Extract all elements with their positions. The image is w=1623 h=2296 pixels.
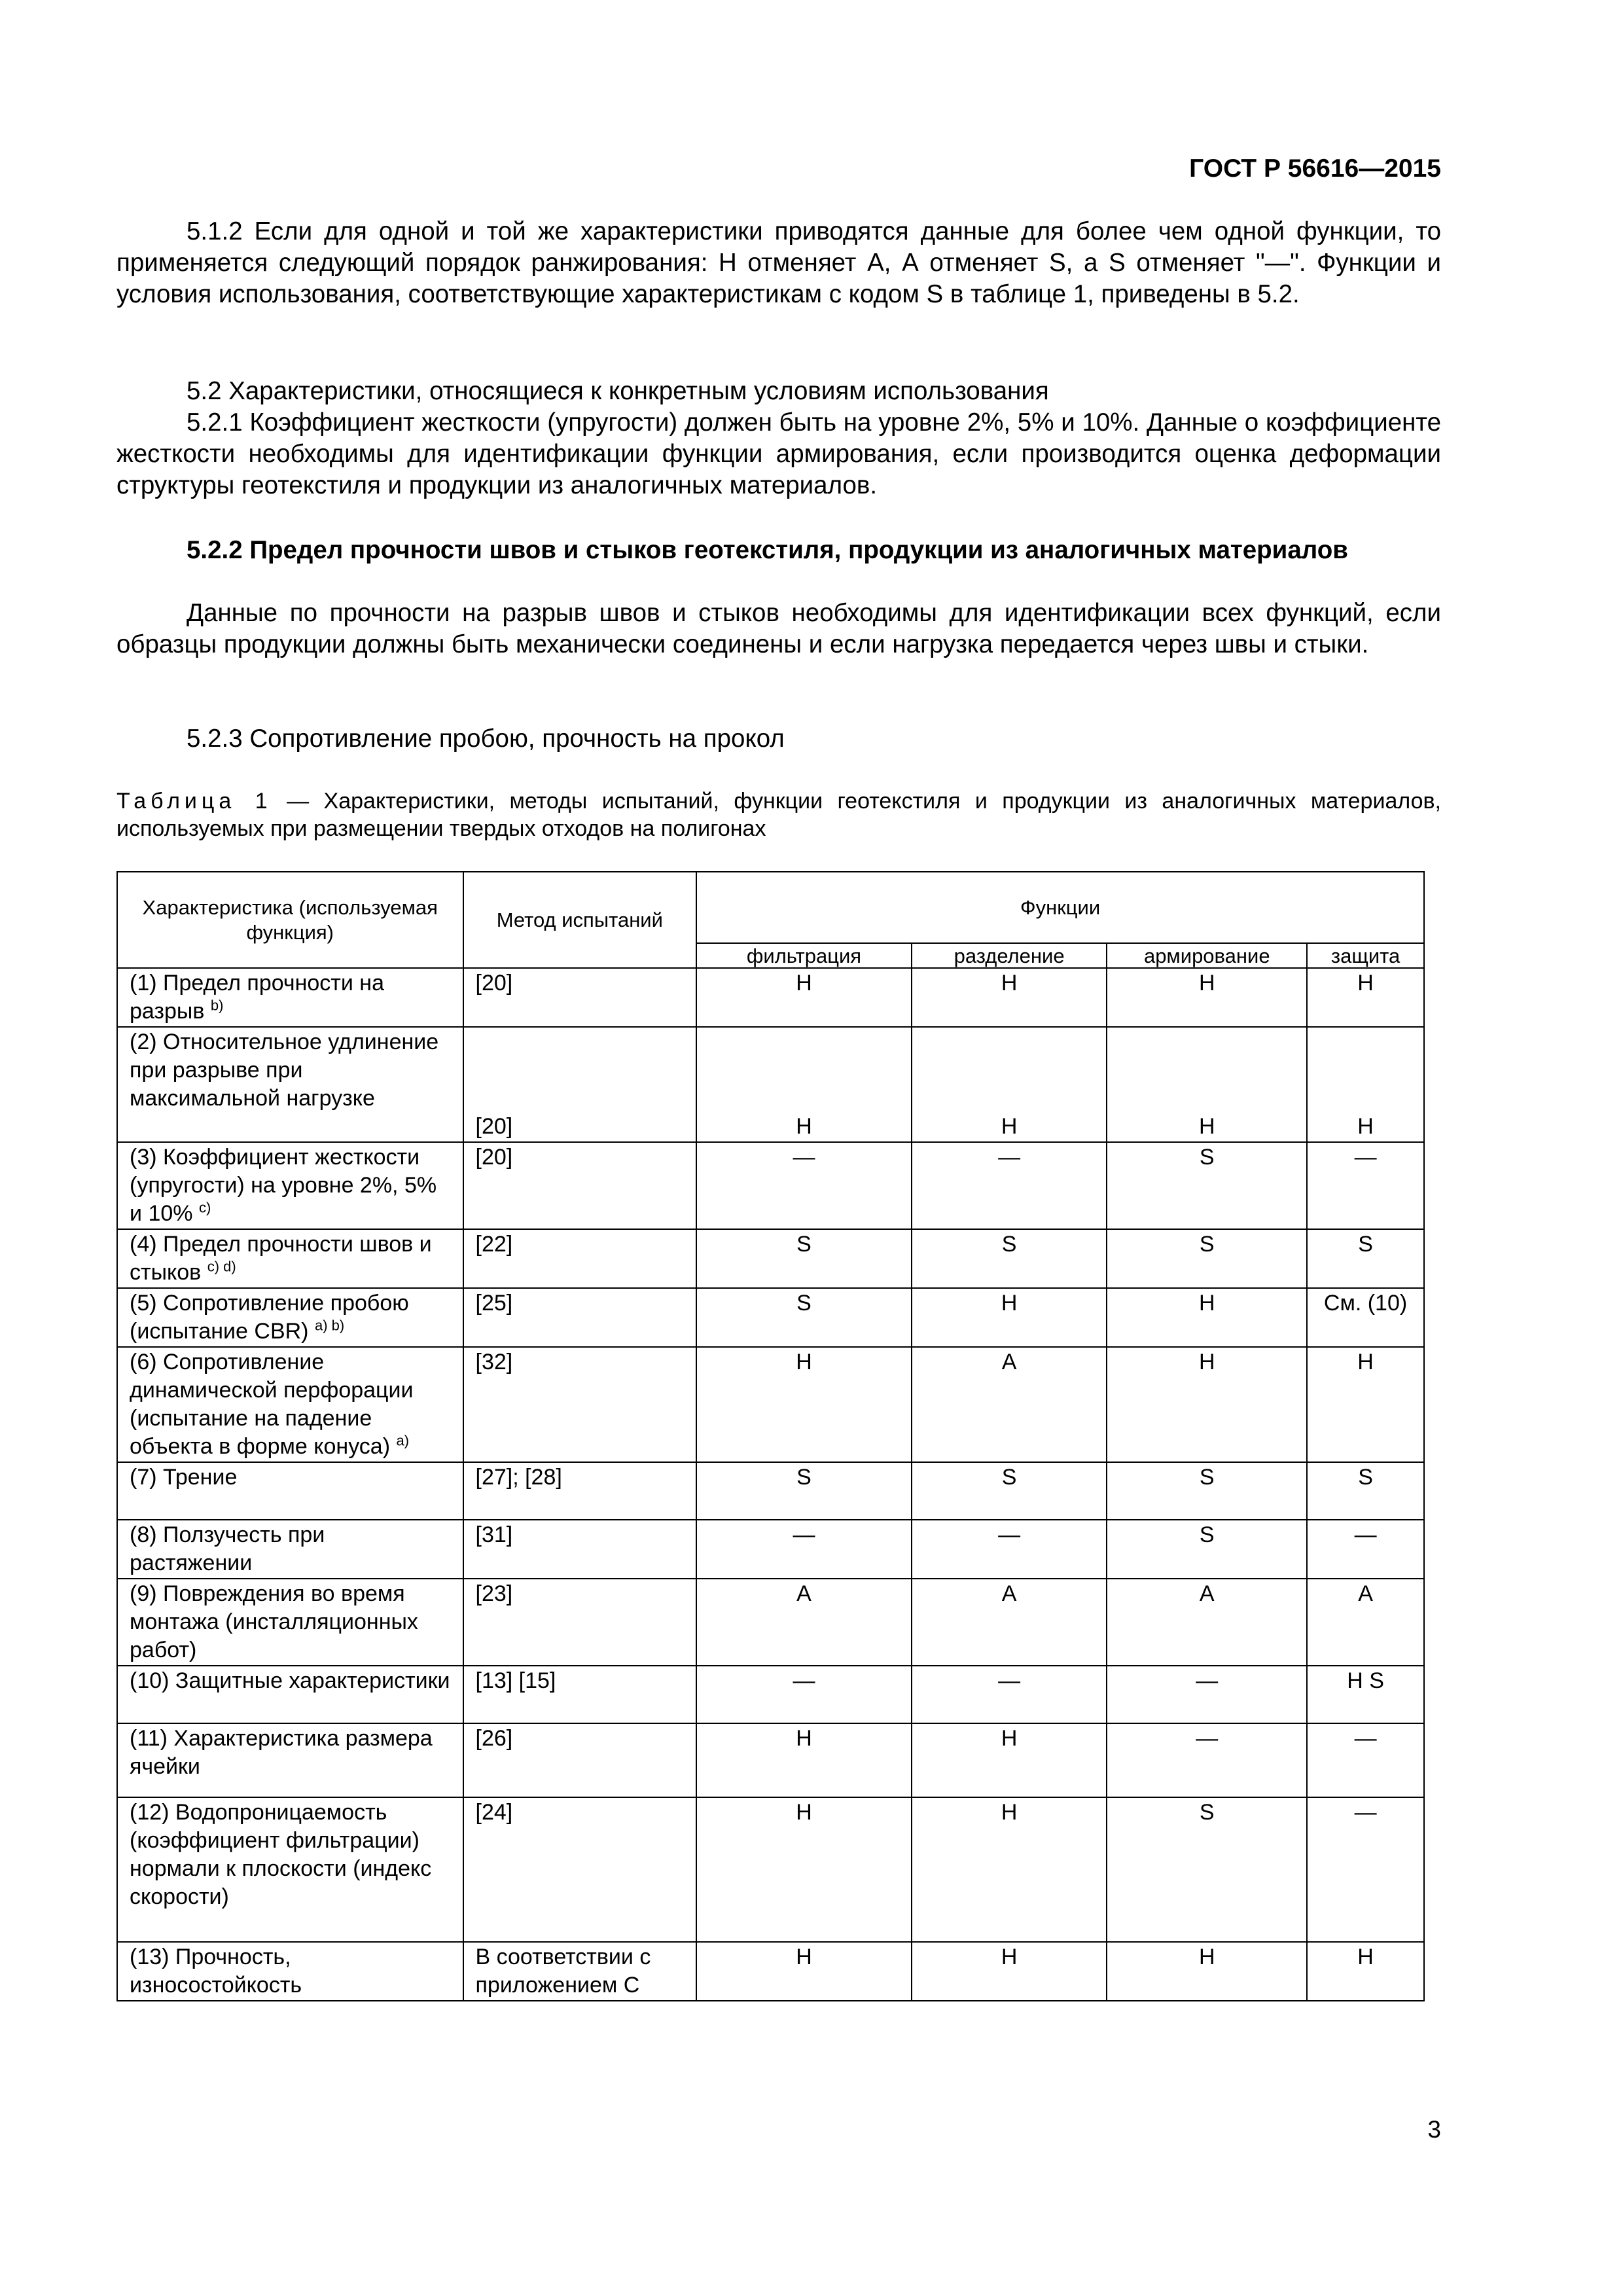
page-number: 3 [1427, 2116, 1441, 2143]
row-separation: — [912, 1142, 1107, 1229]
row-filtration: Н [696, 1723, 912, 1797]
table-row [117, 1229, 1424, 1288]
row-reinforcement: А [1107, 1579, 1307, 1666]
paragraph-5-1-2: 5.1.2 Если для одной и той же характеристики приводятся данные для более чем одной функции, то применяется следующий порядок ранжирования: Н отменяет А, А отменяет S, а S отменяет "—". Функции и условия использования, соответствующие характеристикам с кодом S в таблице 1, приведены в 5.2. [116, 217, 1441, 308]
row-reinforcement: S [1107, 1229, 1307, 1288]
row-protection: S [1307, 1229, 1424, 1288]
row-reinforcement: Н [1107, 1027, 1307, 1142]
row-method: В соответствии с приложением С [463, 1942, 697, 2001]
row-method: [27]; [28] [463, 1462, 697, 1520]
table-row [117, 1288, 1424, 1347]
row-filtration: — [696, 1142, 912, 1229]
row-method: [22] [463, 1229, 697, 1288]
header-separation: разделение [912, 943, 1107, 968]
row-protection: — [1307, 1797, 1424, 1942]
table-row [117, 1142, 1424, 1229]
row-filtration: Н [696, 968, 912, 1027]
header-reinforcement: армирование [1107, 943, 1307, 968]
row-reinforcement: — [1107, 1666, 1307, 1723]
row-characteristic: (5) Сопротивление пробою (испытание CBR) $^{a) b)}$ [117, 1288, 463, 1347]
row-separation: Н [912, 1288, 1107, 1347]
row-method: [20] [463, 1027, 697, 1142]
paragraph-5-2: 5.2 Характеристики, относящиеся к конкретным условиям использования [187, 377, 1049, 405]
table-body [117, 968, 1424, 2001]
footnote-ref: a) b) [314, 1317, 345, 1334]
row-method: [25] [463, 1288, 697, 1347]
row-protection: Н [1307, 1942, 1424, 2001]
row-method: [23] [463, 1579, 697, 1666]
row-reinforcement: Н [1107, 1288, 1307, 1347]
row-method: [13] [15] [463, 1666, 697, 1723]
row-separation: S [912, 1462, 1107, 1520]
footnote-ref: c) d) [207, 1258, 236, 1275]
table-row [117, 1347, 1424, 1462]
header-functions: Функции [696, 872, 1424, 943]
row-filtration: S [696, 1462, 912, 1520]
row-method: [20] [463, 1142, 697, 1229]
heading-5-2-2: 5.2.2 Предел прочности швов и стыков геотекстиля, продукции из аналогичных материалов [187, 536, 1348, 564]
row-protection: Н [1307, 1347, 1424, 1462]
row-protection: См. (10) [1307, 1288, 1424, 1347]
paragraph-5-2-2-body: Данные по прочности на разрыв швов и стыков необходимы для идентификации всех функций, если образцы продукции должны быть механически соединены и если нагрузка передается через швы и стыки. [116, 599, 1441, 658]
row-characteristic: (13) Прочность, износостойкость [117, 1942, 463, 2001]
table-row [117, 1797, 1424, 1942]
header-filtration: фильтрация [696, 943, 912, 968]
row-method: [24] [463, 1797, 697, 1942]
row-separation: — [912, 1520, 1107, 1579]
row-characteristic: (4) Предел прочности швов и стыков $^{c) d)}$ [117, 1229, 463, 1288]
table-row [117, 1942, 1424, 2001]
table-row [117, 1027, 1424, 1142]
row-reinforcement: Н [1107, 968, 1307, 1027]
row-reinforcement: Н [1107, 1942, 1307, 2001]
row-characteristic: (1) Предел прочности на разрыв $^{b)}$ [117, 968, 463, 1027]
paragraph-5-2-3: 5.2.3 Сопротивление пробою, прочность на прокол [187, 725, 785, 753]
row-separation: Н [912, 1797, 1107, 1942]
row-characteristic: (9) Повреждения во время монтажа (инсталляционных работ) [117, 1579, 463, 1666]
header-method: Метод испытаний [463, 872, 697, 968]
table-row [117, 1579, 1424, 1666]
header-characteristic: Характеристика (используемая функция) [117, 872, 463, 968]
row-separation: А [912, 1579, 1107, 1666]
row-protection: Н S [1307, 1666, 1424, 1723]
row-separation: А [912, 1347, 1107, 1462]
row-characteristic: (6) Сопротивление динамической перфорации (испытание на падение объекта в форме конуса) $^{a)}$ [117, 1347, 463, 1462]
row-filtration: Н [696, 1942, 912, 2001]
row-separation: S [912, 1229, 1107, 1288]
row-protection: Н [1307, 968, 1424, 1027]
row-method: [26] [463, 1723, 697, 1797]
document-header: ГОСТ Р 56616—2015 [1189, 154, 1441, 183]
row-characteristic: (12) Водопроницаемость (коэффициент фильтрации) нормали к плоскости (индекс скорости) [117, 1797, 463, 1942]
row-characteristic: (10) Защитные характеристики [117, 1666, 463, 1723]
row-reinforcement: Н [1107, 1347, 1307, 1462]
row-characteristic: (7) Трение [117, 1462, 463, 1520]
row-protection: S [1307, 1462, 1424, 1520]
row-protection: — [1307, 1520, 1424, 1579]
footnote-ref: b) [210, 997, 224, 1014]
footnote-ref: c) [198, 1199, 211, 1216]
row-reinforcement: S [1107, 1142, 1307, 1229]
table-row [117, 968, 1424, 1027]
row-filtration: Н [696, 1797, 912, 1942]
row-filtration: — [696, 1520, 912, 1579]
row-characteristic: (11) Характеристика размера ячейки [117, 1723, 463, 1797]
row-protection: А [1307, 1579, 1424, 1666]
table-row [117, 1462, 1424, 1520]
table-row [117, 1666, 1424, 1723]
row-protection: — [1307, 1142, 1424, 1229]
table-row [117, 1723, 1424, 1797]
row-filtration: Н [696, 1347, 912, 1462]
table-row [117, 1520, 1424, 1579]
row-characteristic: (3) Коэффициент жесткости (упругости) на уровне 2%, 5% и 10% $^{c)}$ [117, 1142, 463, 1229]
header-protection: защита [1307, 943, 1424, 968]
row-characteristic: (8) Ползучесть при растяжении [117, 1520, 463, 1579]
row-reinforcement: S [1107, 1462, 1307, 1520]
row-filtration: Н [696, 1027, 912, 1142]
row-characteristic: (2) Относительное удлинение при разрыве при максимальной нагрузке [117, 1027, 463, 1142]
characteristics-table [116, 871, 1425, 2001]
paragraph-5-2-1: 5.2.1 Коэффициент жесткости (упругости) должен быть на уровне 2%, 5% и 10%. Данные о коэффициенте жесткости необходимы для идентификации функции армирования, если производится оценка деформации структуры геотекстиля и продукции из аналогичных материалов. [116, 408, 1441, 499]
row-method: [20] [463, 968, 697, 1027]
row-method: [31] [463, 1520, 697, 1579]
row-protection: Н [1307, 1027, 1424, 1142]
row-separation: Н [912, 968, 1107, 1027]
row-filtration: А [696, 1579, 912, 1666]
table-caption: Таблица 1 — Характеристики, методы испытаний, функции геотекстиля и продукции из аналогичных материалов, используемых при размещении твердых отходов на полигонах [116, 789, 1441, 841]
row-protection: — [1307, 1723, 1424, 1797]
row-separation: Н [912, 1942, 1107, 2001]
row-reinforcement: S [1107, 1520, 1307, 1579]
row-method: [32] [463, 1347, 697, 1462]
row-reinforcement: — [1107, 1723, 1307, 1797]
row-filtration: — [696, 1666, 912, 1723]
row-filtration: S [696, 1288, 912, 1347]
row-separation: Н [912, 1027, 1107, 1142]
row-separation: — [912, 1666, 1107, 1723]
row-reinforcement: S [1107, 1797, 1307, 1942]
footnote-ref: a) [396, 1432, 410, 1449]
row-separation: Н [912, 1723, 1107, 1797]
row-filtration: S [696, 1229, 912, 1288]
